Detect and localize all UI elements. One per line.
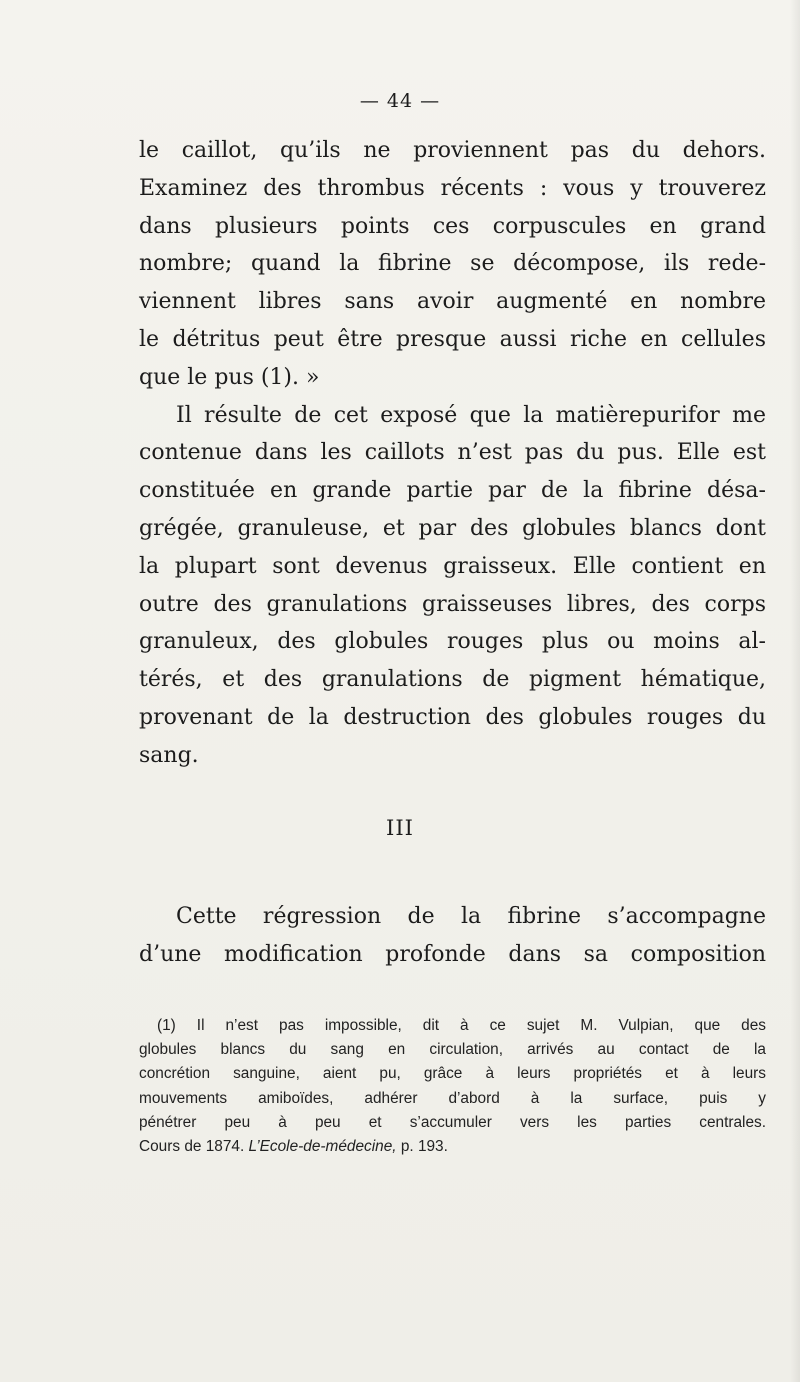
text-line: le détritus peut être presque aussi riche en cellules	[139, 326, 766, 352]
text-line: outre des granulations graisseuses libres, des corps	[139, 591, 766, 617]
citation-page: p. 193.	[400, 1137, 448, 1155]
citation-prefix: Cours de 1874.	[139, 1137, 245, 1155]
text-line: granuleux, des globules rouges plus ou moins al-	[139, 629, 766, 655]
footnote	[139, 1014, 766, 1159]
text-line: la plupart sont devenus graisseux. Elle contient en	[139, 553, 766, 579]
text-line: que le pus (1). »	[139, 364, 320, 390]
page-number: — 44 —	[359, 90, 441, 112]
text-line: térés, et des granulations de pigment hématique,	[139, 667, 766, 693]
text-line: sang.	[139, 742, 199, 768]
section-heading: III	[386, 816, 414, 840]
page-edge-shadow	[790, 0, 800, 1382]
citation-title: L’Ecole-de-médecine,	[248, 1137, 397, 1155]
text-line: dans plusieurs points ces corpuscules en grand	[139, 213, 766, 239]
text-line: contenue dans les caillots n’est pas du pus. Elle est	[139, 440, 766, 466]
footnote-citation-line	[139, 1135, 766, 1159]
paragraph-first-line: Cette régression de la fibrine s’accompagne	[176, 904, 766, 929]
text-line: viennent libres sans avoir augmenté en nombre	[139, 289, 766, 315]
text-line: grégée, granuleuse, et par des globules blancs dont	[139, 515, 766, 541]
text-line: Examinez des thrombus récents : vous y trouverez	[139, 175, 766, 201]
footnote-line: pénétrer peu à peu et s’accumuler vers les parties centrales.	[139, 1113, 766, 1131]
footnote-line: globules blancs du sang en circulation, arrivés au contact de la	[139, 1041, 766, 1059]
footnote-line: concrétion sanguine, aient pu, grâce à leurs propriétés et à leurs	[139, 1065, 766, 1083]
text-line: constituée en grande partie par de la fibrine désa-	[139, 478, 766, 504]
text-line: provenant de la destruction des globules rouges du	[139, 704, 766, 730]
section-text-block	[139, 898, 766, 974]
text-line: le caillot, qu’ils ne proviennent pas du dehors.	[139, 138, 766, 163]
text-line: d’une modification profonde dans sa composition	[139, 941, 766, 967]
text-line: nombre; quand la fibrine se décompose, ils rede-	[139, 251, 766, 277]
main-text-block	[139, 132, 766, 775]
paragraph-first-line: Il résulte de cet exposé que la matièrepurifor me	[176, 402, 766, 428]
footnote-line: (1) Il n’est pas impossible, dit à ce sujet M. Vulpian, que des	[157, 1017, 766, 1034]
footnote-line: mouvements amiboïdes, adhérer d’abord à la surface, puis y	[139, 1089, 766, 1107]
